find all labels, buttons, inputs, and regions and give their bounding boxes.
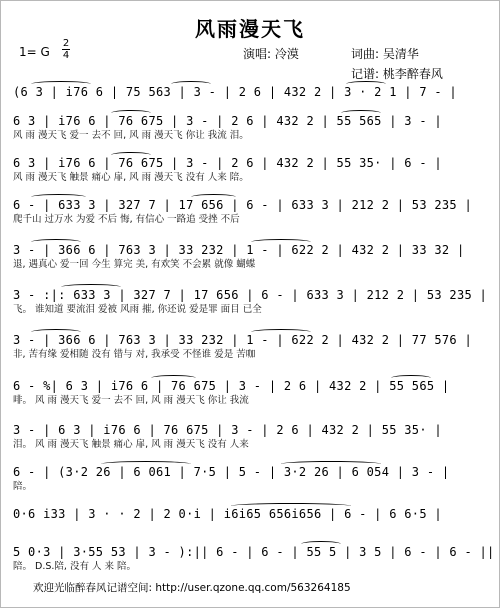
lyric-line-6: 飞。 谁知道 要流泪 爱被 风雨 摧, 你还说 爱是罪 面目 已全 <box>13 304 262 315</box>
slur-mark <box>61 284 121 290</box>
slur-mark <box>31 329 81 335</box>
lyric-line-5: 退, 遇真心 爱一回 今生 算完 美, 有欢笑 不会累 就像 蝴蝶 <box>13 259 256 270</box>
notation-line-12: 5 0·3 | 3·55 53 | 3 - ):|| 6 - | 6 - | 55 5 | 3 5 | 6 - | 6 - || <box>13 545 495 559</box>
notation-line-1: (6 3 | i76 6 | 75 563 | 3 - | 2 6 | 432 2 | 3 · 2 1 | 7 - | <box>13 85 457 99</box>
slur-mark <box>391 375 431 381</box>
lyric-line-12: 陪。 D.S.陪, 没有 人 来 陪。 <box>13 561 137 572</box>
footer-link-text: 欢迎光临醉春风记谱空间: http://user.qzone.qq.com/563264185 <box>33 582 351 594</box>
time-signature-top: 2 <box>62 38 70 49</box>
slur-mark <box>111 110 151 116</box>
notator-credit: 记谱: 桃李醉春风 <box>351 67 443 81</box>
slur-mark <box>281 461 381 467</box>
notation-line-9: 3 - | 6 3 | i76 6 | 76 675 | 3 - | 2 6 | 432 2 | 55 35· | <box>13 423 442 437</box>
lyric-line-2: 风 雨 漫天飞 爱一 去不 回, 风 雨 漫天飞 你让 我流 泪。 <box>13 130 249 141</box>
notation-line-7: 3 - | 366 6 | 763 3 | 33 232 | 1 - | 622 2 | 432 2 | 77 576 | <box>13 333 473 347</box>
slur-mark <box>31 239 81 245</box>
slur-mark <box>251 239 311 245</box>
notation-line-4: 6 - | 633 3 | 327 7 | 17 656 | 6 - | 633 3 | 212 2 | 53 235 | <box>13 198 473 212</box>
lyric-line-3: 风 雨 漫天飞 触景 痛心 扉, 风 雨 漫天飞 没有 人来 陪。 <box>13 172 249 183</box>
singer-credit: 演唱: 冷漠 <box>243 47 299 61</box>
slur-mark <box>31 194 86 200</box>
time-signature <box>62 39 70 60</box>
key-signature: 1= G <box>19 45 50 59</box>
slur-mark <box>31 81 91 87</box>
slur-mark <box>191 194 236 200</box>
slur-mark <box>301 541 341 547</box>
slur-mark <box>101 461 191 467</box>
slur-mark <box>346 81 386 87</box>
slur-mark <box>341 110 381 116</box>
notation-line-6: 3 - :|: 633 3 | 327 7 | 17 656 | 6 - | 633 3 | 212 2 | 53 235 | <box>13 288 488 302</box>
notation-line-3: 6 3 | i76 6 | 76 675 | 3 - | 2 6 | 432 2 | 55 35· | 6 - | <box>13 156 442 170</box>
slur-mark <box>171 81 211 87</box>
notation-line-5: 3 - | 366 6 | 763 3 | 33 232 | 1 - | 622 2 | 432 2 | 33 32 | <box>13 243 465 257</box>
slur-mark <box>231 503 351 509</box>
notation-line-11: 0·6 i33 | 3 · · 2 | 2 0·i | i6i65 656i656 | 6 - | 6 6·5 | <box>13 507 442 521</box>
lyric-line-7: 非, 苦有缘 爱相随 没有 错与 对, 我承受 不怪谁 爱是 苦咖 <box>13 349 256 360</box>
notation-line-10: 6 - | (3·2 26 | 6 061 | 7·5 | 5 - | 3·2 26 | 6 054 | 3 - | <box>13 465 450 479</box>
lyric-line-10: 陪。 <box>13 481 33 492</box>
time-signature-bottom: 4 <box>62 50 70 61</box>
slur-mark <box>151 375 196 381</box>
lyricist-credit: 词曲: 吴清华 <box>351 47 419 61</box>
lyric-line-9: 泪。 风 雨 漫天飞 触景 痛心 扉, 风 雨 漫天飞 没有 人来 <box>13 439 249 450</box>
slur-mark <box>251 329 311 335</box>
slur-mark <box>111 152 151 158</box>
notation-line-2: 6 3 | i76 6 | 76 675 | 3 - | 2 6 | 432 2 | 55 565 | 3 - | <box>13 114 442 128</box>
notation-line-8: 6 - %| 6 3 | i76 6 | 76 675 | 3 - | 2 6 | 432 2 | 55 565 | <box>13 379 450 393</box>
song-title: 风雨漫天飞 <box>195 17 305 41</box>
lyric-line-4: 爬千山 过万水 为爱 不后 悔, 有信心 一路追 受挫 不后 <box>13 214 240 225</box>
lyric-line-8: 啡。 风 雨 漫天飞 爱一 去不 回, 风 雨 漫天飞 你让 我流 <box>13 395 249 406</box>
